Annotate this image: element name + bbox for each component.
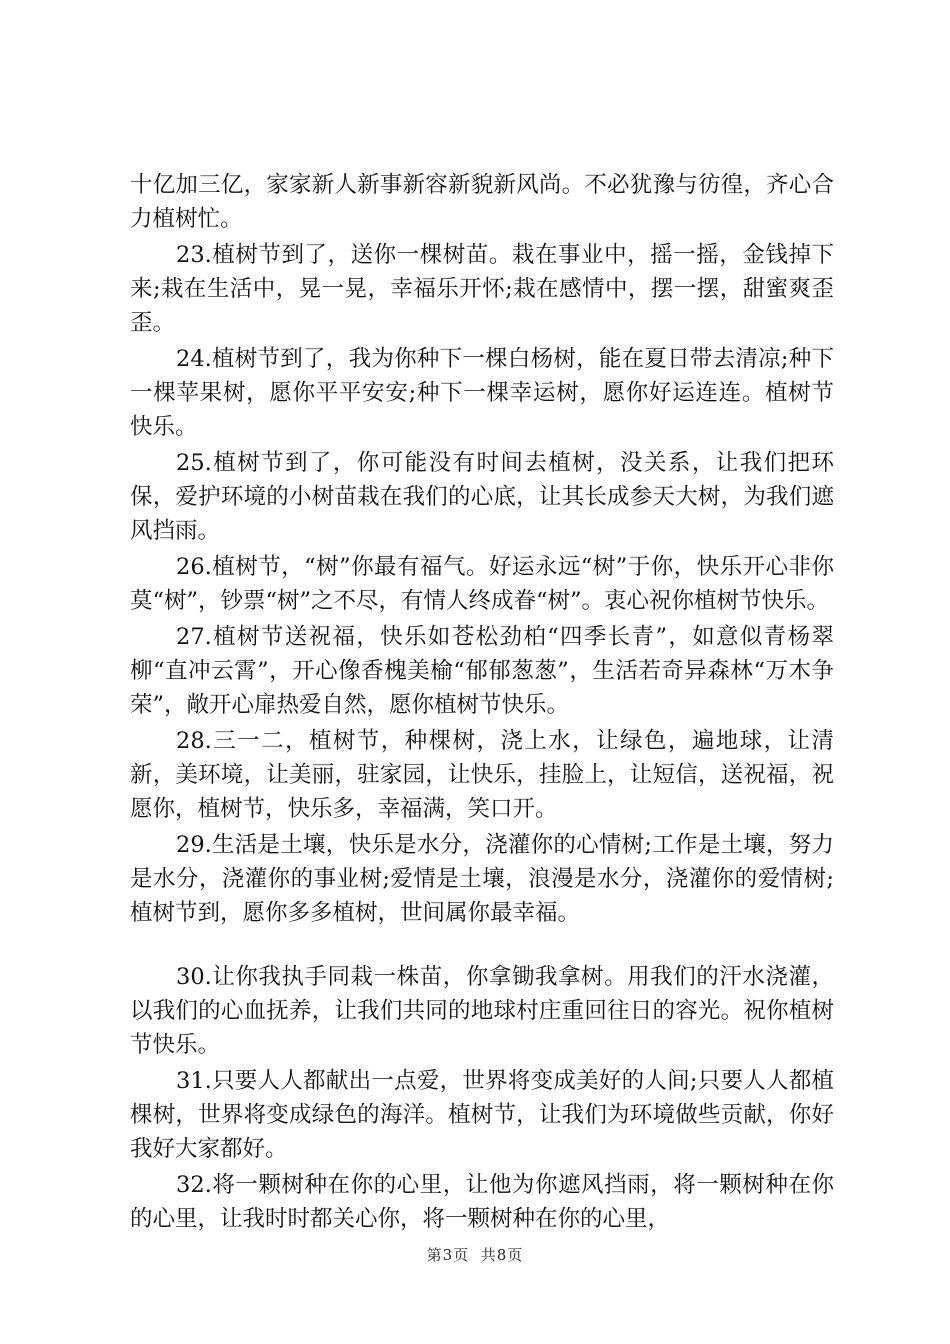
page-total: 共8页 [480, 1246, 524, 1264]
paragraph-24: 24.植树节到了，我为你种下一棵白杨树，能在夏日带去清凉;种下一棵苹果树，愿你平平安安;种下一棵幸运树，愿你好运连连。植树节快乐。 [130, 346, 834, 440]
document-body [130, 168, 834, 1238]
paragraph-27: 27.植树节送祝福，快乐如苍松劲柏“四季长青”，如意似青杨翠柳“直冲云霄”，开心像香槐美榆“郁郁葱葱”，生活若奇异森林“万木争荣”，敞开心扉热爱自然，愿你植树节快乐。 [130, 624, 834, 718]
page-footer [0, 1244, 950, 1265]
paragraph-26: 26.植树节，“树”你最有福气。好运永远“树”于你，快乐开心非你莫“树”，钞票“树”之不尽，有情人终成眷“树”。衷心祝你植树节快乐。 [130, 554, 834, 614]
paragraph-23: 23.植树节到了，送你一棵树苗。栽在事业中，摇一摇，金钱掉下来;栽在生活中，晃一晃，幸福乐开怀;栽在感情中，摆一摆，甜蜜爽歪歪。 [130, 242, 834, 336]
paragraph-29: 29.生活是土壤，快乐是水分，浇灌你的心情树;工作是土壤，努力是水分，浇灌你的事业树;爱情是土壤，浪漫是水分，浇灌你的爱情树;植树节到，愿你多多植树，世间属你最幸福。 [130, 832, 834, 926]
paragraph-25: 25.植树节到了，你可能没有时间去植树，没关系，让我们把环保，爱护环境的小树苗栽在我们的心底，让其长成参天大树，为我们遮风挡雨。 [130, 450, 834, 544]
page-number: 第3页 [426, 1246, 470, 1264]
paragraph-30: 30.让你我执手同栽一株苗，你拿锄我拿树。用我们的汗水浇灌，以我们的心血抚养，让我们共同的地球村庄重回往日的容光。祝你植树节快乐。 [130, 964, 834, 1058]
paragraph-28: 28.三一二，植树节，种棵树，浇上水，让绿色，遍地球，让清新，美环境，让美丽，驻家园，让快乐，挂脸上，让短信，送祝福，祝愿你，植树节，快乐多，幸福满，笑口开。 [130, 728, 834, 822]
paragraph-31: 31.只要人人都献出一点爱，世界将变成美好的人间;只要人人都植棵树，世界将变成绿色的海洋。植树节，让我们为环境做些贡献，你好我好大家都好。 [130, 1068, 834, 1162]
paragraph-continuation: 十亿加三亿，家家新人新事新容新貌新风尚。不必犹豫与彷徨，齐心合力植树忙。 [130, 172, 834, 232]
paragraph-32: 32.将一颗树种在你的心里，让他为你遮风挡雨，将一颗树种在你的心里，让我时时都关心你，将一颗树种在你的心里， [130, 1172, 834, 1232]
